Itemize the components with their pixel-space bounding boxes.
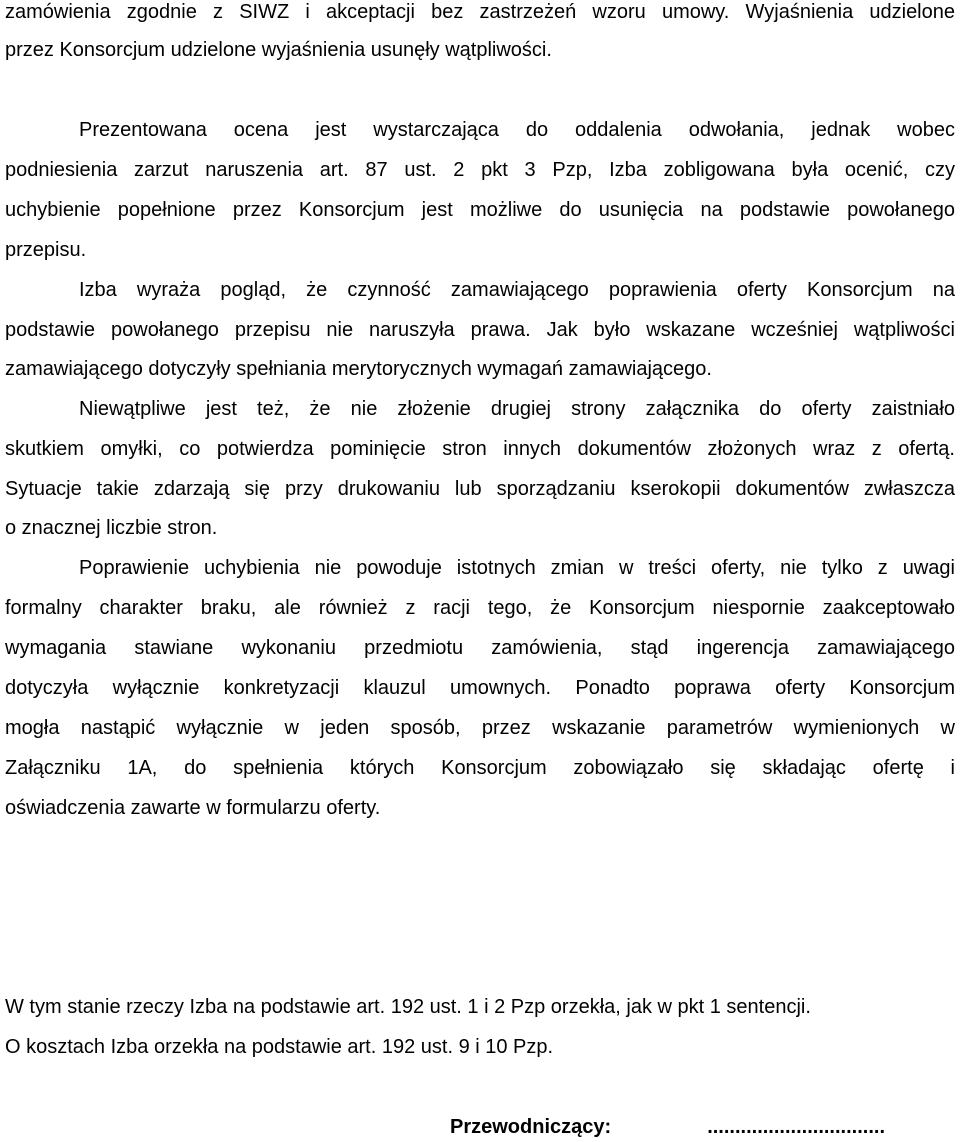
text-line: przez Konsorcjum udzielone wyjaśnienia usunęły wątpliwości.	[5, 39, 552, 61]
text-line: Poprawienie uchybienia nie powoduje istotnych zmian w treści oferty, nie tylko z uwagi	[79, 557, 955, 579]
signature-line: ................................	[707, 1116, 885, 1138]
text-line: dotyczyła wyłącznie konkretyzacji klauzul umownych. Ponadto poprawa oferty Konsorcjum	[5, 677, 955, 699]
text-line: zamawiającego dotyczyły spełniania merytorycznych wymagań zamawiającego.	[5, 358, 712, 380]
text-line: podniesienia zarzut naruszenia art. 87 ust. 2 pkt 3 Pzp, Izba zobligowana była ocenić, czy	[5, 159, 955, 181]
text-line: Prezentowana ocena jest wystarczająca do oddalenia odwołania, jednak wobec	[79, 119, 955, 141]
text-line: wymagania stawiane wykonaniu przedmiotu zamówienia, stąd ingerencja zamawiającego	[5, 637, 955, 659]
text-line: W tym stanie rzeczy Izba na podstawie art. 192 ust. 1 i 2 Pzp orzekła, jak w pkt 1 sentencji.	[5, 996, 811, 1018]
text-line: o znacznej liczbie stron.	[5, 517, 218, 539]
text-line: zamówienia zgodnie z SIWZ i akceptacji bez zastrzeżeń wzoru umowy. Wyjaśnienia udzielone	[5, 1, 955, 23]
text-line: O kosztach Izba orzekła na podstawie art. 192 ust. 9 i 10 Pzp.	[5, 1036, 554, 1058]
text-line: skutkiem omyłki, co potwierdza pominięcie stron innych dokumentów złożonych wraz z ofertą.	[5, 438, 955, 460]
text-line: Załączniku 1A, do spełnienia których Konsorcjum zobowiązało się składając ofertę i	[5, 757, 955, 779]
text-line: Sytuacje takie zdarzają się przy drukowaniu lub sporządzaniu kserokopii dokumentów zwłaszcza	[5, 478, 955, 500]
text-line: uchybienie popełnione przez Konsorcjum jest możliwe do usunięcia na podstawie powołanego	[5, 199, 955, 221]
text-line: oświadczenia zawarte w formularzu oferty.	[5, 797, 381, 819]
text-line: przepisu.	[5, 239, 87, 261]
signature-block	[450, 1115, 885, 1139]
text-line: Niewątpliwe jest też, że nie złożenie drugiej strony załącznika do oferty zaistniało	[79, 398, 955, 420]
text-line: mogła nastąpić wyłącznie w jeden sposób, przez wskazanie parametrów wymienionych w	[5, 717, 955, 739]
text-line: Izba wyraża pogląd, że czynność zamawiającego poprawienia oferty Konsorcjum na	[79, 279, 955, 301]
signature-label: Przewodniczący:	[450, 1116, 612, 1138]
text-line: podstawie powołanego przepisu nie naruszyła prawa. Jak było wskazane wcześniej wątpliwości	[5, 319, 955, 341]
text-line: formalny charakter braku, ale również z racji tego, że Konsorcjum niespornie zaakceptowało	[5, 597, 955, 619]
